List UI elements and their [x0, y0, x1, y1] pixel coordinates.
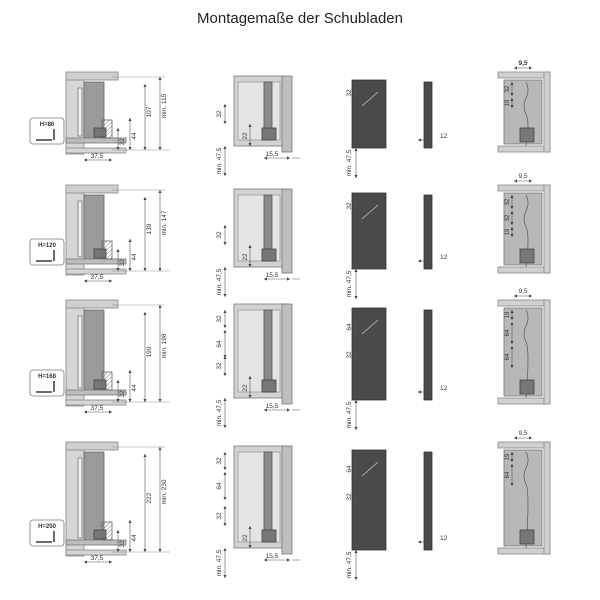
front-dim-15-5-label: 15,5: [265, 403, 279, 410]
dim-44-arrow-bottom: [128, 147, 131, 150]
front-clip: [262, 249, 276, 261]
dim-44-arrow-top: [128, 239, 131, 242]
front-side-wall: [282, 189, 292, 273]
front-side-wall: [282, 446, 292, 554]
front-clip: [262, 128, 276, 140]
drawer-front-panel: [352, 308, 386, 400]
runner: [66, 259, 126, 264]
front-dim-top-64-arrow-top: [223, 472, 226, 475]
dim-depth-arrow-right: [109, 158, 112, 161]
dim-32-label: 32: [119, 138, 126, 146]
detail-dim-label: 32: [505, 198, 511, 206]
side-top-rail: [66, 442, 118, 450]
panel-dim-min-arrow-top: [354, 269, 357, 272]
dim-depth-arrow-left: [84, 279, 87, 282]
detail-side-wall: [544, 442, 550, 554]
front-panel-view: [346, 193, 386, 299]
detail-bottom-rail: [498, 398, 550, 404]
detail-dim-label: 32: [505, 214, 511, 222]
dim-height-label: 222: [146, 492, 153, 504]
front-dim-32-label: 32: [216, 512, 223, 520]
dim-height-arrow-bottom: [143, 147, 146, 150]
thickness-dim-arrow-left: [418, 540, 421, 543]
side-inner-strip: [78, 458, 82, 538]
dim-32-label: 32: [119, 259, 126, 267]
dim-height-label: 139: [146, 223, 153, 235]
panel-dim-min-arrow-top: [354, 400, 357, 403]
panel-thickness-view: [418, 195, 448, 269]
dim-min-height-label: min. 115: [161, 93, 168, 119]
detail-width-dim-arrow-right: [529, 436, 532, 439]
dim-44-label: 44: [131, 384, 138, 392]
panel-dim-min-arrow-bottom: [354, 577, 357, 580]
front-dim-32-arrow-bottom: [223, 373, 226, 376]
thickness-dim-label: 12: [440, 535, 448, 542]
panel-dim-min-arrow-bottom: [354, 175, 357, 178]
dim-depth-arrow-left: [84, 560, 87, 563]
dim-44-arrow-top: [128, 370, 131, 373]
panel-dim-label: 32: [346, 202, 353, 210]
dim-44-label: 44: [131, 132, 138, 140]
fixing-detail-view: [498, 173, 550, 273]
panel-edge: [424, 452, 432, 550]
detail-bottom-rail: [498, 267, 550, 273]
panel-dim-min-label: min. 47,5: [346, 270, 353, 298]
panel-dim-label: 64: [346, 465, 353, 473]
runner: [66, 390, 126, 395]
front-dim-22-label: 22: [242, 384, 249, 392]
drawer-side: [84, 452, 104, 542]
dim-44-arrow-top: [128, 520, 131, 523]
detail-width-label: 9,5: [518, 288, 528, 295]
dim-depth-arrow-left: [84, 158, 87, 161]
front-dim-top-32-arrow-top: [223, 310, 226, 313]
front-dim-32-arrow-bottom: [223, 523, 226, 526]
side-inner-strip: [78, 316, 82, 388]
panel-edge: [424, 310, 432, 400]
front-dim-min-arrow-top: [223, 146, 226, 149]
dim-depth-arrow-right: [109, 279, 112, 282]
panel-thickness-view: [418, 310, 448, 400]
thickness-dim-label: 12: [440, 133, 448, 140]
detail-width-dim-arrow-left: [514, 294, 517, 297]
detail-width-label: 9,5: [518, 173, 528, 180]
front-dim-top-64-label: 64: [216, 340, 223, 348]
detail-width-dim-arrow-right: [529, 179, 532, 182]
front-dim-top-64-label: 64: [216, 482, 223, 490]
side-view: [30, 300, 170, 414]
thickness-dim-arrow-left: [418, 390, 421, 393]
hatched-block: [102, 372, 112, 390]
front-panel-view: [346, 450, 386, 580]
front-view: [216, 446, 300, 578]
detail-side-wall: [544, 72, 550, 152]
front-view: [216, 189, 300, 297]
front-dim-15-5-arrow-right: [287, 408, 290, 411]
side-inner-strip: [78, 201, 82, 257]
dim-height-arrow-bottom: [143, 549, 146, 552]
front-dim-min-arrow-bottom: [223, 294, 226, 297]
front-dim-32-arrow-bottom: [223, 242, 226, 245]
front-side-bar: [264, 452, 272, 542]
detail-width-label: 9,5: [518, 60, 528, 67]
detail-dim-label: 19: [505, 228, 511, 236]
front-dim-top-32-arrow-top: [223, 452, 226, 455]
panel-dim-min-label: min. 47,5: [346, 149, 353, 177]
drawer-front-panel: [352, 450, 386, 550]
dim-depth-arrow-right: [109, 410, 112, 413]
drawer-row-4: [30, 430, 550, 580]
drawer-row-1: [30, 60, 550, 178]
dim-min-height-label: min. 147: [161, 210, 168, 236]
panel-dim-min-label: min. 47,5: [346, 551, 353, 579]
front-dim-32-arrow-top: [223, 506, 226, 509]
dim-min-height-label: min. 230: [161, 479, 168, 505]
dim-44-arrow-top: [128, 118, 131, 121]
height-badge-label: H=86: [39, 122, 55, 128]
front-dim-32-arrow-top: [223, 104, 226, 107]
side-view: [30, 442, 170, 564]
front-side-wall: [282, 304, 292, 404]
dim-32-arrow-top: [116, 249, 119, 252]
drawer-front-panel: [352, 193, 386, 269]
side-view: [30, 185, 170, 283]
front-dim-min-arrow-top: [223, 267, 226, 270]
detail-side-wall: [544, 185, 550, 273]
dim-32-arrow-top: [116, 128, 119, 131]
detail-dim-label: 64: [505, 353, 511, 361]
panel-dim-min-arrow-top: [354, 550, 357, 553]
front-dim-32-arrow-top: [223, 225, 226, 228]
dim-44-arrow-bottom: [128, 268, 131, 271]
detail-top-rail: [498, 300, 550, 306]
detail-dim-label: 19: [505, 99, 511, 107]
dim-32-arrow-top: [116, 380, 119, 383]
dim-depth-arrow-right: [109, 560, 112, 563]
panel-dim-label: 32: [346, 89, 353, 97]
dim-44-label: 44: [131, 253, 138, 261]
dim-height-arrow-top: [143, 197, 146, 200]
thickness-dim-label: 12: [440, 254, 448, 261]
front-dim-32-label: 32: [216, 362, 223, 370]
front-dim-min-arrow-bottom: [223, 425, 226, 428]
panel-thickness-view: [418, 82, 448, 148]
side-top-rail: [66, 300, 118, 308]
dim-depth-label: 37,5: [90, 555, 104, 562]
fixing-detail-view: [498, 430, 550, 554]
front-side-wall: [282, 76, 292, 152]
detail-top-rail: [498, 72, 550, 78]
front-view: [216, 76, 300, 176]
front-dim-15-5-label: 15,5: [265, 272, 279, 279]
front-dim-22-label: 22: [242, 253, 249, 261]
dim-height-arrow-top: [143, 312, 146, 315]
front-dim-min-arrow-top: [223, 548, 226, 551]
dim-height-label: 107: [146, 106, 153, 118]
detail-clip: [520, 249, 534, 263]
detail-clip: [520, 128, 534, 142]
side-top-rail: [66, 185, 118, 193]
dim-min-height-arrow-bottom: [158, 549, 161, 552]
page-title: Montagemaße der Schubladen: [197, 10, 403, 27]
drawer-row-2: [30, 173, 550, 299]
detail-top-rail: [498, 442, 550, 448]
fixing-detail-view: [498, 60, 550, 152]
thickness-dim-arrow-left: [418, 138, 421, 141]
detail-width-dim-arrow-left: [514, 66, 517, 69]
front-panel-view: [346, 80, 386, 178]
detail-width-dim-arrow-right: [529, 294, 532, 297]
dim-height-arrow-top: [143, 454, 146, 457]
front-dim-min-arrow-bottom: [223, 173, 226, 176]
panel-edge: [424, 195, 432, 269]
front-dim-min-label: min. 47,5: [216, 268, 223, 296]
dim-height-label: 190: [146, 346, 153, 358]
detail-bottom-rail: [498, 548, 550, 554]
front-dim-32-label: 32: [216, 110, 223, 118]
dim-min-height-arrow-bottom: [158, 268, 161, 271]
dim-min-height-arrow-bottom: [158, 399, 161, 402]
detail-side-wall: [544, 300, 550, 404]
front-dim-min-label: min. 47,5: [216, 399, 223, 427]
detail-dim-label: 64: [505, 329, 511, 337]
detail-top-rail: [498, 185, 550, 191]
front-dim-15-5-label: 15,5: [265, 553, 279, 560]
front-dim-min-arrow-top: [223, 398, 226, 401]
detail-width-dim-arrow-left: [514, 179, 517, 182]
front-clip: [262, 380, 276, 392]
thickness-dim-label: 12: [440, 385, 448, 392]
panel-dim-label: 64: [346, 323, 353, 331]
detail-dim-label: 19: [505, 453, 511, 461]
front-dim-15-5-arrow-right: [287, 156, 290, 159]
dim-min-height-arrow-top: [158, 77, 161, 80]
dim-height-arrow-bottom: [143, 399, 146, 402]
height-badge-label: H=200: [38, 524, 56, 530]
front-dim-top-32-arrow-bottom: [223, 325, 226, 328]
drawer-front-panel: [352, 80, 386, 148]
dim-32-arrow-top: [116, 530, 119, 533]
panel-dim-min-arrow-bottom: [354, 427, 357, 430]
front-clip: [262, 530, 276, 542]
dim-44-label: 44: [131, 534, 138, 542]
front-dim-22-label: 22: [242, 534, 249, 542]
front-inner: [238, 452, 280, 542]
dim-min-height-label: min. 198: [161, 333, 168, 359]
height-badge-label: H=168: [38, 374, 56, 380]
hatched-block: [102, 522, 112, 540]
panel-dim-min-label: min. 47,5: [346, 401, 353, 429]
dim-height-arrow-top: [143, 84, 146, 87]
front-dim-top-64-arrow-bottom: [223, 497, 226, 500]
detail-bottom-rail: [498, 146, 550, 152]
dim-min-height-arrow-top: [158, 305, 161, 308]
front-dim-min-label: min. 47,5: [216, 549, 223, 577]
front-dim-min-arrow-bottom: [223, 575, 226, 578]
front-dim-15-5-arrow-right: [287, 558, 290, 561]
front-dim-top-32-arrow-bottom: [223, 467, 226, 470]
dim-min-height-arrow-top: [158, 447, 161, 450]
front-dim-top-32-label: 32: [216, 457, 223, 465]
side-view: [30, 72, 170, 162]
dim-min-height-arrow-top: [158, 190, 161, 193]
front-dim-15-5-arrow-right: [287, 277, 290, 280]
fixing-detail-view: [498, 288, 550, 404]
front-dim-32-arrow-bottom: [223, 121, 226, 124]
dim-depth-label: 37,5: [90, 405, 104, 412]
detail-width-label: 9,5: [518, 430, 528, 437]
side-inner-strip: [78, 88, 82, 136]
front-dim-15-5-label: 15,5: [265, 151, 279, 158]
panel-dim-label: 32: [346, 493, 353, 501]
front-view: [216, 304, 300, 428]
front-dim-22-label: 22: [242, 132, 249, 140]
drawer-row-3: [30, 288, 550, 430]
side-top-rail: [66, 72, 118, 80]
dim-min-height-arrow-bottom: [158, 147, 161, 150]
front-panel-view: [346, 308, 386, 430]
detail-dim-label: 32: [505, 85, 511, 93]
panel-edge: [424, 82, 432, 148]
dim-32-label: 32: [119, 540, 126, 548]
detail-dim-label: 64: [505, 471, 511, 479]
dim-height-arrow-bottom: [143, 268, 146, 271]
panel-dim-min-arrow-top: [354, 148, 357, 151]
front-dim-top-64-arrow-top: [223, 330, 226, 333]
panel-dim-label: 32: [346, 351, 353, 359]
front-dim-32-arrow-top: [223, 356, 226, 359]
detail-clip: [520, 530, 534, 544]
dim-44-arrow-bottom: [128, 399, 131, 402]
runner: [66, 138, 126, 143]
dim-depth-label: 37,5: [90, 274, 104, 281]
detail-dim-label: 19: [505, 311, 511, 319]
panel-dim-min-arrow-bottom: [354, 296, 357, 299]
height-badge-label: H=120: [38, 243, 56, 249]
detail-width-dim-arrow-right: [529, 66, 532, 69]
dim-44-arrow-bottom: [128, 549, 131, 552]
panel-thickness-view: [418, 452, 448, 550]
dim-32-label: 32: [119, 390, 126, 398]
runner: [66, 540, 126, 545]
front-dim-min-label: min. 47,5: [216, 147, 223, 175]
hatched-block: [102, 241, 112, 259]
hatched-block: [102, 120, 112, 138]
front-dim-top-32-label: 32: [216, 315, 223, 323]
dim-depth-label: 37,5: [90, 153, 104, 160]
detail-width-dim-arrow-left: [514, 436, 517, 439]
detail-clip: [520, 380, 534, 394]
thickness-dim-arrow-left: [418, 259, 421, 262]
dim-depth-arrow-left: [84, 410, 87, 413]
front-dim-32-label: 32: [216, 231, 223, 239]
